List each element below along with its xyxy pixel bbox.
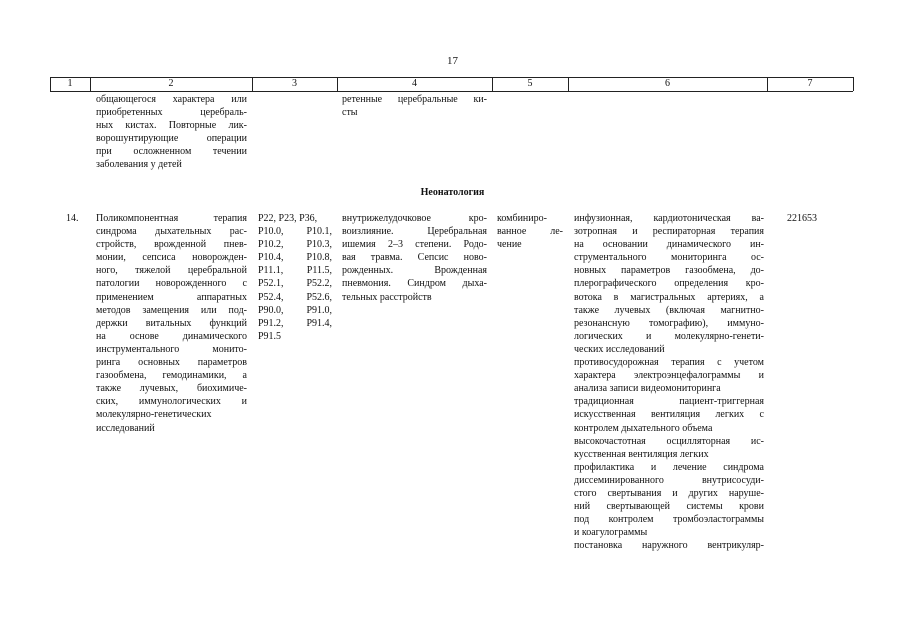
text-line: воизлияние. Церебральная	[342, 226, 487, 238]
text-line: на основе динамического	[96, 330, 247, 342]
icd-code: P10.1,	[306, 226, 332, 238]
text-line: стого свертывания и других наруше-	[574, 487, 764, 499]
text-line: характера электроэнцефалограммы и	[574, 370, 764, 382]
icd-code: P11.5,	[306, 265, 332, 277]
text-line: вая травма. Сепсис ново-	[342, 252, 487, 264]
text-line: ринга основных параметров	[96, 357, 247, 369]
text-line: тельных расстройств	[342, 291, 432, 303]
text-line: монии, сепсиса новорожден-	[96, 252, 247, 264]
icd-code: P90.0,	[258, 304, 284, 316]
text-line: также лучевых (включая магнитно-	[574, 304, 764, 316]
text-line: комбиниро-	[497, 213, 547, 224]
text-line: новных параметров газообмена, до-	[574, 265, 764, 277]
table-header-bottom-rule	[50, 91, 853, 92]
icd-code-line	[258, 251, 332, 264]
text-line: вотока в магистральных артериях, а	[574, 291, 764, 303]
header-col-7: 7	[807, 78, 813, 89]
text-line: газообмена, гемодинамики, а	[96, 370, 247, 382]
icd-code: P10.4,	[258, 252, 284, 264]
text-line: ишемия 2–3 степени. Родо-	[342, 239, 487, 251]
text-line: кусственная вентиляция легких	[574, 448, 709, 460]
text-line: ских, иммунологических и	[96, 396, 247, 408]
icd-code: P91.4,	[306, 317, 332, 329]
text-line: стройств, врожденной пнев-	[96, 239, 247, 251]
text-line: внутрижелудочковое кро-	[342, 213, 487, 224]
text-line: под контролем тромбоэластограммы	[574, 514, 764, 526]
header-col-6: 6	[665, 78, 670, 89]
text-line: искусственная вентиляция легких с	[574, 409, 764, 421]
text-line: методов замещения или под-	[96, 304, 247, 316]
icd-code-line	[258, 317, 332, 330]
text-line: синдрома дыхательных рас-	[96, 226, 247, 238]
header-col-2: 2	[168, 78, 174, 89]
icd-code: P91.0,	[306, 304, 332, 316]
text-line: плерографического определения кро-	[574, 278, 764, 290]
text-line: ванное ле-	[497, 226, 563, 238]
text-line: профилактика и лечение синдрома	[574, 461, 764, 473]
icd-code: P10.8,	[306, 252, 332, 264]
text-line: держки витальных функций	[96, 317, 247, 329]
text-line: на основании динамического ин-	[574, 239, 764, 251]
treatment-method-cell	[574, 212, 764, 552]
text-line: ретенные церебральные ки-	[342, 94, 487, 105]
text-line: противосудорожная терапия с учетом	[574, 357, 764, 369]
icd-code-line: P91.5	[258, 330, 282, 342]
continuation-description-cell	[96, 93, 247, 172]
text-line: чение	[497, 239, 522, 251]
text-line: и коагулограммы	[574, 527, 648, 539]
text-line: ворошунтирующие операции	[96, 133, 247, 145]
text-line: логических и молекулярно-генети-	[574, 330, 764, 342]
icd-code: P10.3,	[306, 239, 332, 251]
text-line: традиционная пациент-триггерная	[574, 396, 764, 408]
icd-code: P52.1,	[258, 278, 284, 290]
section-title: Неонатология	[420, 187, 485, 198]
treatment-type-cell	[497, 212, 563, 251]
icd-code-line	[258, 304, 332, 317]
treatment-description-cell	[96, 212, 247, 435]
text-line: зотропная и респираторная терапия	[574, 226, 764, 238]
icd-code: P52.4,	[258, 291, 284, 303]
text-line: струментального мониторинга ос-	[574, 252, 764, 264]
header-col-1: 1	[67, 78, 73, 89]
text-line: применением аппаратных	[96, 291, 247, 303]
text-line: контролем дыхательного объема	[574, 422, 713, 434]
text-line: общающегося характера или	[96, 94, 247, 105]
icd-code: P11.1,	[258, 265, 284, 277]
text-line: Поликомпонентная терапия	[96, 213, 247, 224]
text-line: молекулярно-генетических	[96, 409, 212, 421]
text-line: постановка наружного вентрикуляр-	[574, 540, 764, 552]
text-line: также лучевых, биохимиче-	[96, 383, 247, 395]
text-line: пневмония. Синдром дыха-	[342, 278, 487, 290]
text-line: резонансную томографию), иммуно-	[574, 317, 764, 329]
icd-code: P91.2,	[258, 317, 284, 329]
row-number: 14.	[66, 213, 79, 224]
text-line: при осложненном течении	[96, 146, 247, 158]
text-line: инфузионная, кардиотоническая ва-	[574, 213, 764, 224]
cost-value: 221653	[787, 213, 817, 224]
icd-code: P52.6,	[306, 291, 332, 303]
text-line: высокочастотная осцилляторная ис-	[574, 435, 764, 447]
icd-code: P52.2,	[306, 278, 332, 290]
icd-code-line	[258, 264, 332, 277]
text-line: ческих исследований	[574, 343, 665, 355]
text-line: рожденных. Врожденная	[342, 265, 487, 277]
header-col-3: 3	[292, 78, 297, 89]
page-number: 17	[447, 55, 458, 67]
diagnosis-cell	[342, 212, 487, 304]
icd-code-line	[258, 225, 332, 238]
text-line: ний свертывающей системы крови	[574, 501, 764, 513]
header-col-4: 4	[412, 78, 417, 89]
text-line: ных кистах. Повторные лик-	[96, 120, 247, 132]
text-line: патологии новорожденного с	[96, 278, 247, 290]
icd-code-line	[258, 291, 332, 304]
header-col-5: 5	[527, 78, 533, 89]
text-line: заболевания у детей	[96, 159, 182, 171]
text-line: сты	[342, 107, 358, 119]
continuation-diagnosis-cell	[342, 93, 487, 119]
icd-code-line	[258, 238, 332, 251]
icd-codes-cell	[258, 212, 332, 343]
icd-code-line: P22, P23, P36,	[258, 213, 318, 224]
icd-code: P10.0,	[258, 226, 284, 238]
text-line: приобретенных церебраль-	[96, 107, 247, 119]
header-border-right	[853, 77, 854, 91]
text-line: исследований	[96, 422, 155, 434]
text-line: ного, тяжелой церебральной	[96, 265, 247, 277]
text-line: инструментального монито-	[96, 343, 247, 355]
text-line: анализа записи видеомониторинга	[574, 383, 721, 395]
icd-code: P10.2,	[258, 239, 284, 251]
icd-code-line	[258, 277, 332, 290]
text-line: диссеминированного внутрисосуди-	[574, 474, 764, 486]
